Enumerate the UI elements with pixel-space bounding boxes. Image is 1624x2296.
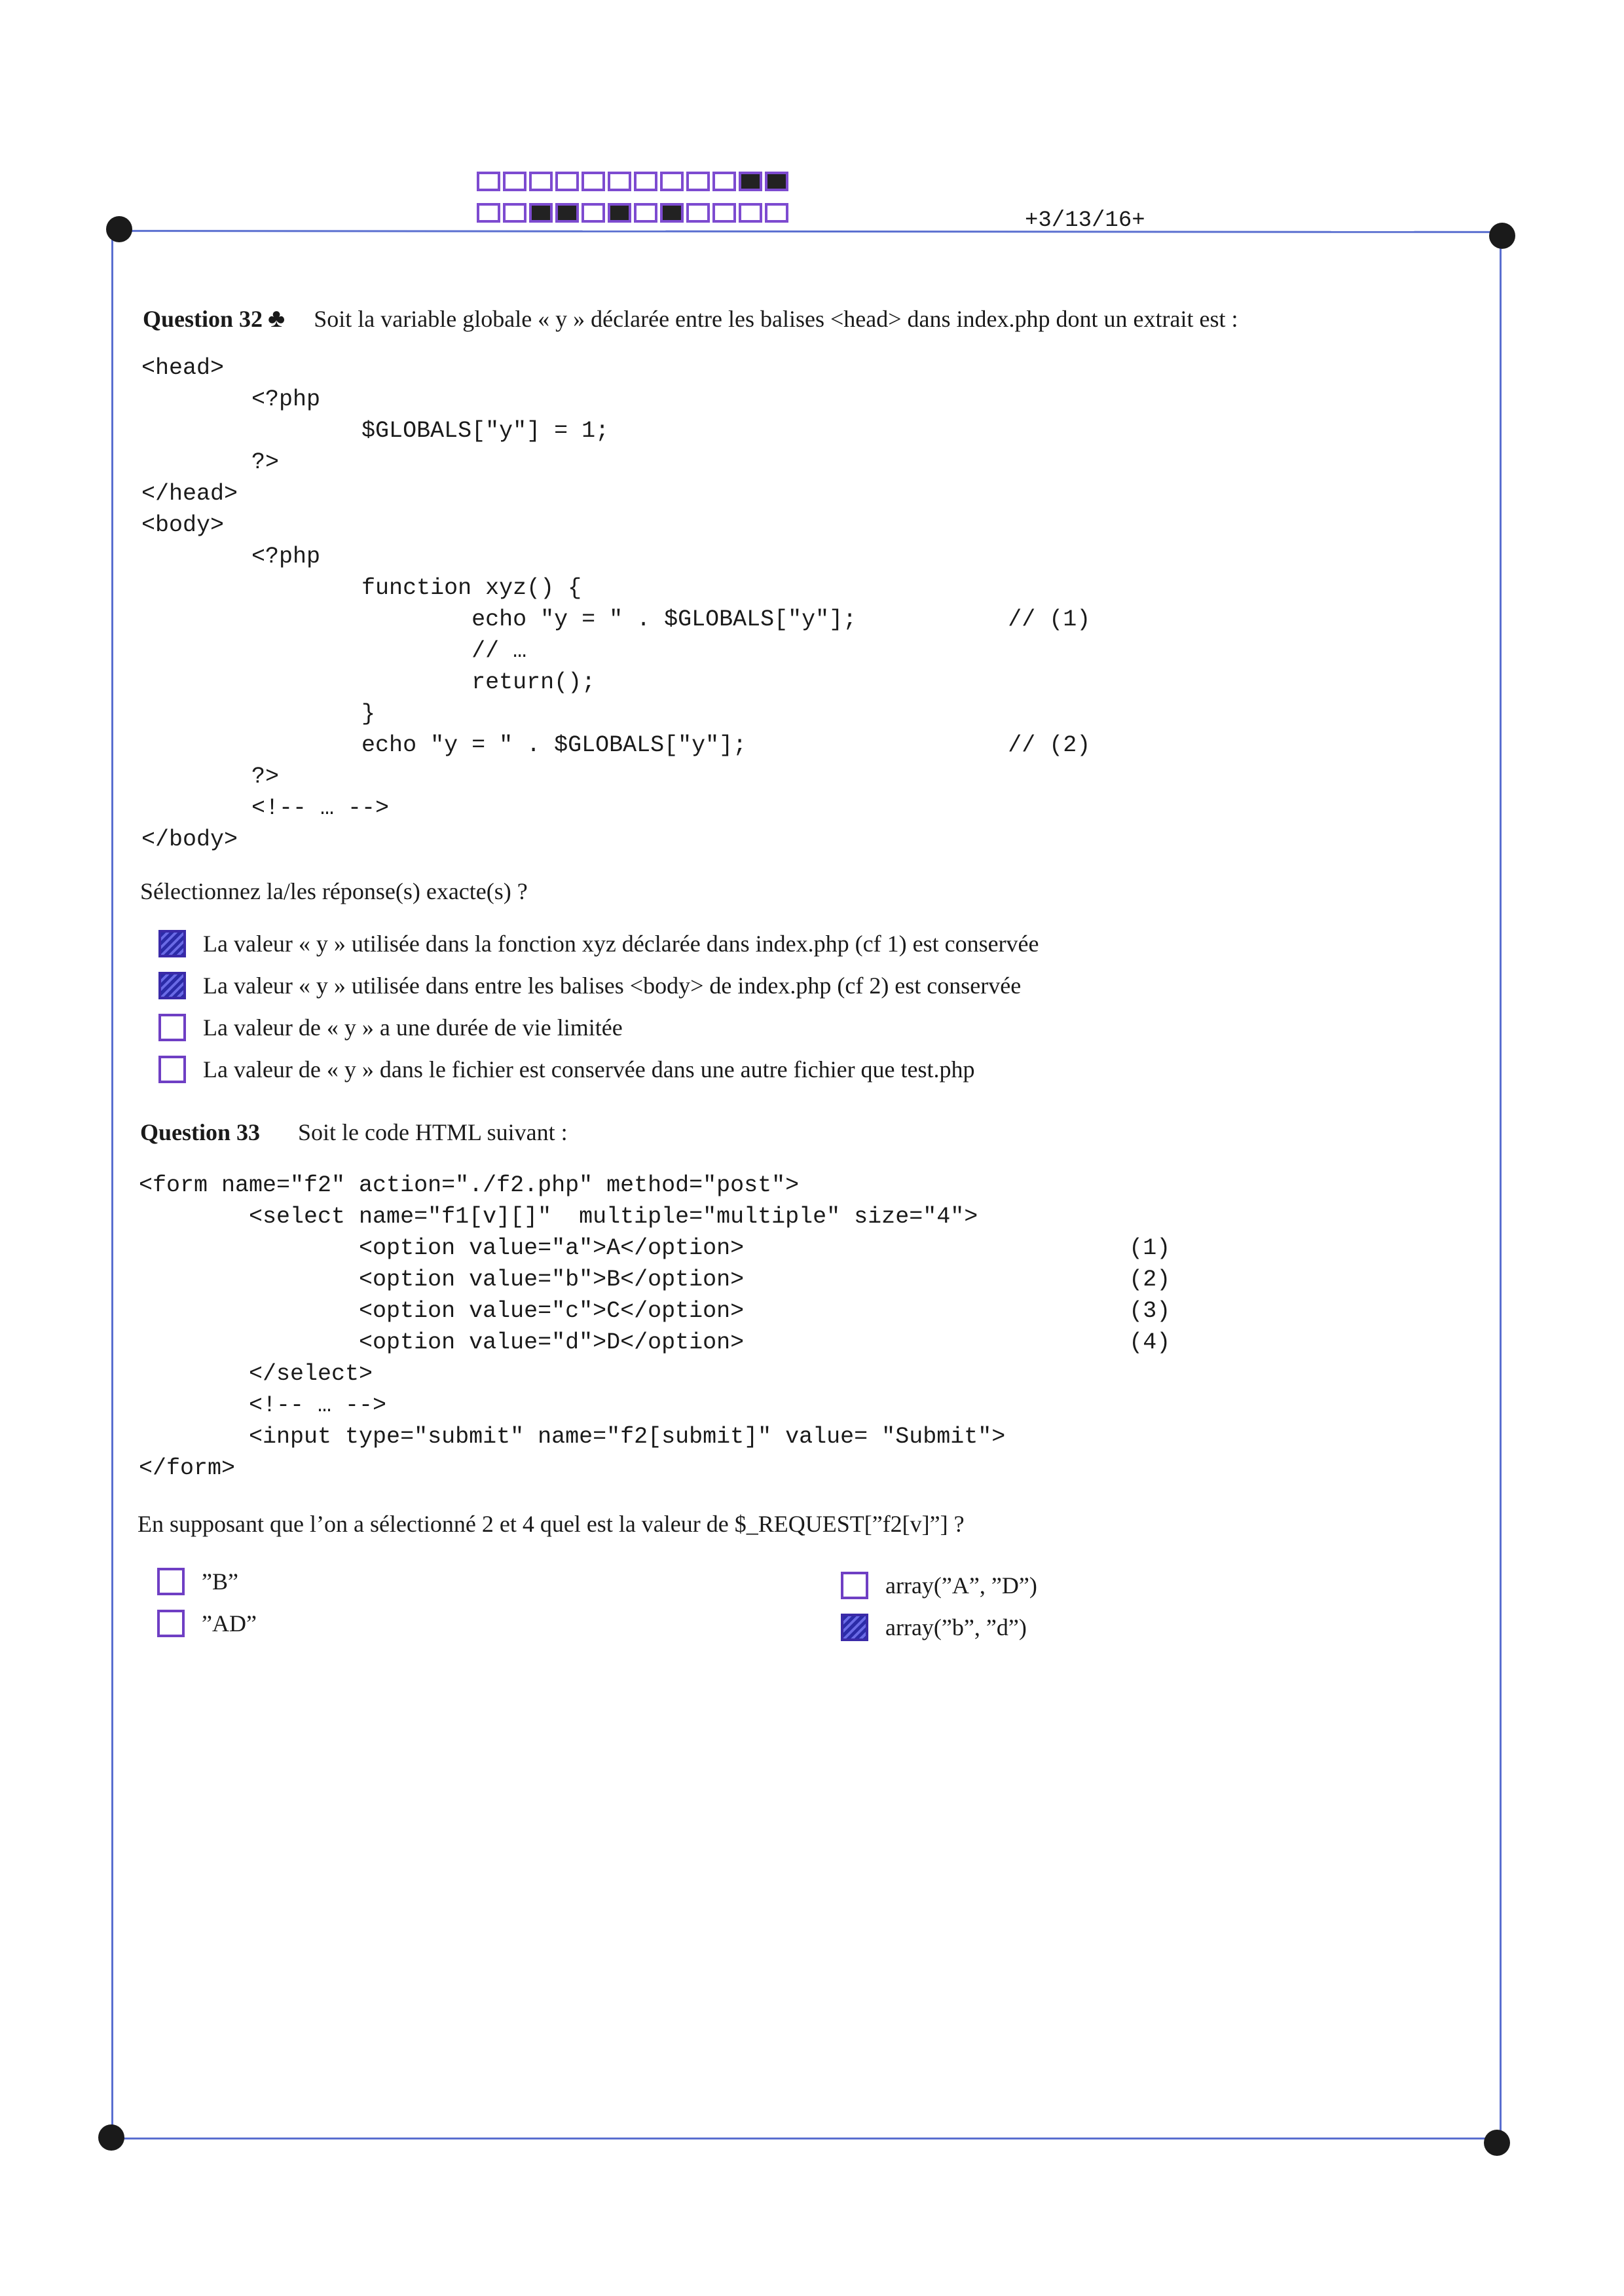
id-mark-box (503, 172, 526, 191)
q33-option-4[interactable] (841, 1614, 1027, 1641)
q33-option-1[interactable] (157, 1568, 238, 1595)
q33-option-3-checkbox[interactable] (841, 1572, 868, 1599)
id-mark-box (660, 203, 684, 223)
q33-option-3-label: array(”A”, ”D”) (885, 1572, 1037, 1599)
id-mark-box (555, 203, 579, 223)
corner-mark-bottom-right (1484, 2130, 1510, 2156)
question-33-text: Soit le code HTML suivant : (298, 1119, 568, 1145)
id-mark-row-2 (477, 203, 788, 223)
question-33-code: <form name="f2" action="./f2.php" method="post"> <select name="f1[v][]" multiple="multiple" size="4"> <option value="a">A</option> (1) <option value="b">B</option> (2) <option value="c">C</option> (3) <option value="d">D</option> (4) </select> <!-- … --> <input type="submit" name="f2[submit]" value= "Submit"> </form> (139, 1172, 1171, 1481)
q33-option-3[interactable] (841, 1572, 1037, 1599)
id-mark-box (555, 172, 579, 191)
question-32-code: <head> <?php $GLOBALS["y"] = 1; ?> </head> <body> <?php function xyz() { echo "y = " . $GLOBALS["y"]; // (1) // … return(); } echo "y = " . $GLOBALS["y"]; // (2) ?> <!-- … --> </body> (141, 355, 1091, 853)
id-mark-box (503, 203, 526, 223)
question-33-header (140, 1119, 568, 1146)
q33-option-4-checkbox[interactable] (841, 1614, 868, 1641)
id-mark-box (581, 203, 605, 223)
id-mark-box (477, 203, 500, 223)
id-mark-box (529, 172, 553, 191)
corner-mark-top-right (1489, 223, 1515, 249)
q33-option-1-checkbox[interactable] (157, 1568, 185, 1595)
q33-option-2-checkbox[interactable] (157, 1610, 185, 1637)
id-mark-box (660, 172, 684, 191)
question-33-prompt: En supposant que l’on a sélectionné 2 et 4 quel est la valeur de $_REQUEST[”f2[v]”] ? (138, 1511, 965, 1537)
q32-option-2-checkbox[interactable] (158, 972, 186, 999)
q32-option-1[interactable] (158, 930, 1039, 957)
q32-option-3-checkbox[interactable] (158, 1014, 186, 1041)
frame-bottom-line (111, 2138, 1501, 2139)
q32-option-4-checkbox[interactable] (158, 1056, 186, 1083)
id-mark-box (634, 172, 657, 191)
corner-mark-bottom-left (98, 2124, 124, 2151)
id-mark-box (634, 203, 657, 223)
question-33-title: Question 33 (140, 1119, 261, 1145)
frame-left-line (111, 231, 113, 2138)
id-mark-box (608, 203, 631, 223)
question-32-text: Soit la variable globale « y » déclarée entre les balises <head> dans index.php dont un extrait est : (314, 306, 1238, 332)
question-32-header (143, 303, 1238, 333)
id-mark-box (686, 203, 710, 223)
q33-option-1-label: ”B” (202, 1568, 238, 1595)
corner-mark-top-left (106, 216, 132, 242)
q32-option-3-label: La valeur de « y » a une durée de vie limitée (203, 1014, 623, 1041)
q32-option-1-checkbox[interactable] (158, 930, 186, 957)
id-mark-box (765, 172, 788, 191)
q33-option-2-label: ”AD” (202, 1610, 257, 1637)
club-icon: ♣ (268, 303, 286, 333)
frame-right-line (1500, 236, 1502, 2141)
page-code: +3/13/16+ (1025, 208, 1145, 233)
id-mark-box (608, 172, 631, 191)
q32-option-4[interactable] (158, 1056, 975, 1083)
q33-option-4-label: array(”b”, ”d”) (885, 1614, 1027, 1640)
question-32-title: Question 32 (143, 306, 263, 332)
q32-option-1-label: La valeur « y » utilisée dans la fonction xyz déclarée dans index.php (cf 1) est conservée (203, 931, 1039, 957)
q32-option-2-label: La valeur « y » utilisée dans entre les balises <body> de index.php (cf 2) est conservée (203, 972, 1022, 999)
id-mark-box (712, 203, 736, 223)
q32-option-2[interactable] (158, 972, 1021, 999)
id-mark-box (686, 172, 710, 191)
frame-top-line (118, 230, 1501, 233)
q33-option-2[interactable] (157, 1610, 257, 1637)
id-mark-box (712, 172, 736, 191)
q32-option-4-label: La valeur de « y » dans le fichier est conservée dans une autre fichier que test.php (203, 1056, 975, 1083)
id-mark-box (739, 172, 762, 191)
id-mark-box (765, 203, 788, 223)
question-32-prompt: Sélectionnez la/les réponse(s) exacte(s) ? (140, 878, 528, 904)
id-mark-row-1 (477, 172, 788, 191)
id-mark-box (529, 203, 553, 223)
id-mark-box (477, 172, 500, 191)
q32-option-3[interactable] (158, 1014, 623, 1041)
id-mark-box (739, 203, 762, 223)
id-mark-box (581, 172, 605, 191)
